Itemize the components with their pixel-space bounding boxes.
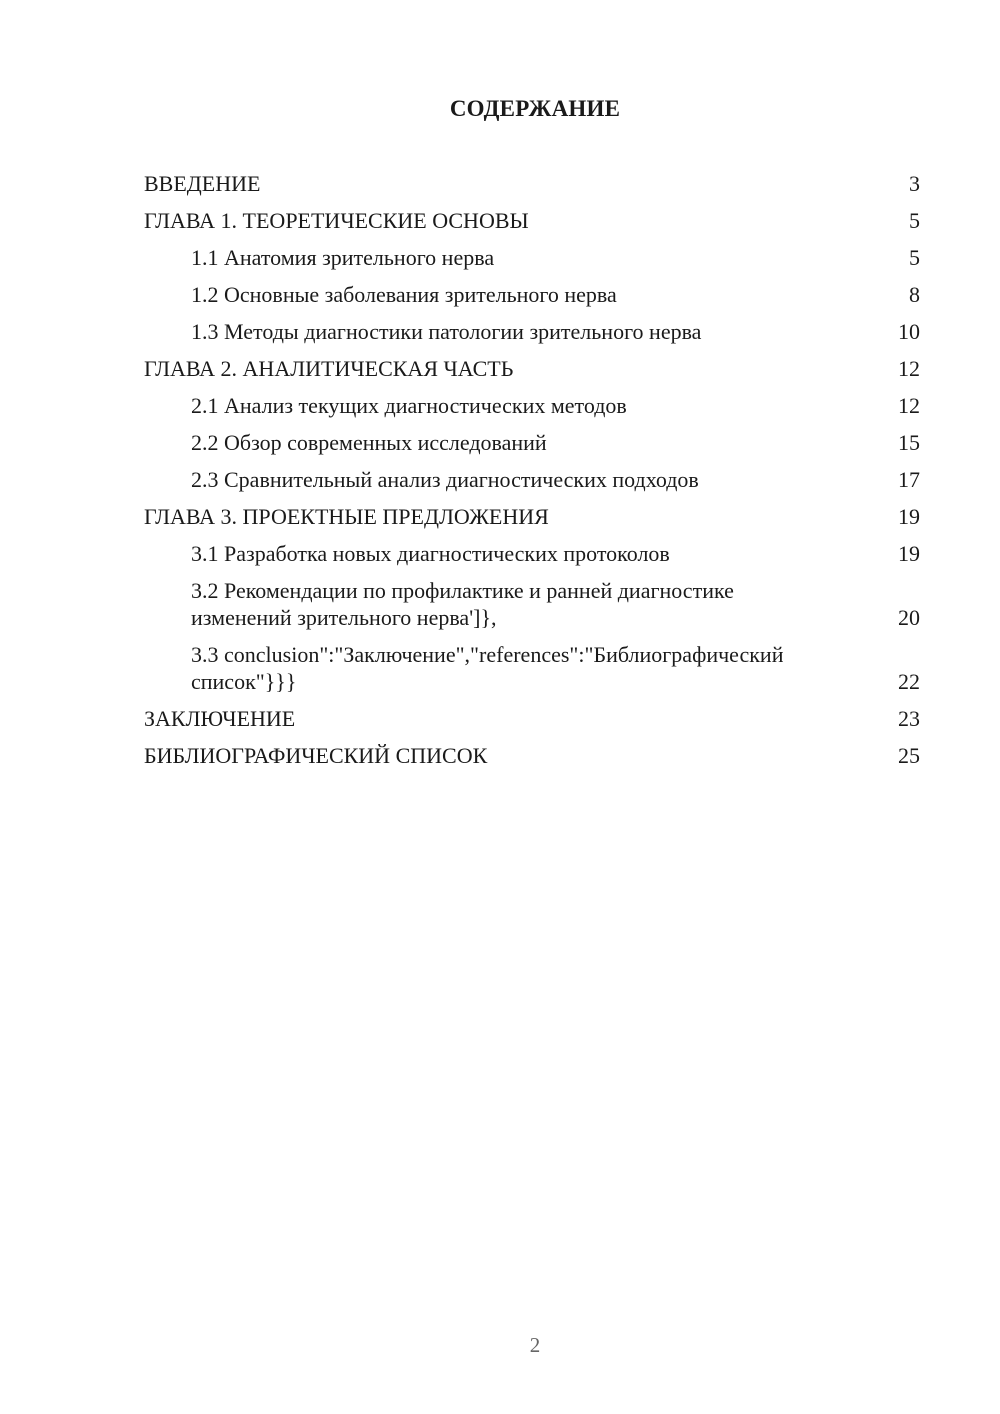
toc-entry-references bbox=[144, 742, 920, 769]
toc-entry-section-3-1 bbox=[144, 540, 920, 567]
toc-entry-chapter-2 bbox=[144, 355, 920, 382]
toc-entry-page: 25 bbox=[898, 743, 920, 768]
toc-entry-page: 19 bbox=[898, 504, 920, 529]
toc-entry-section-3-3 bbox=[144, 641, 920, 695]
toc-entry-label: 2.1 Анализ текущих диагностических методов bbox=[191, 393, 627, 418]
toc-entry-page: 10 bbox=[898, 319, 920, 344]
toc-entry-chapter-3 bbox=[144, 503, 920, 530]
toc-entry-section-2-2 bbox=[144, 429, 920, 456]
toc-entry-label: ГЛАВА 1. ТЕОРЕТИЧЕСКИЕ ОСНОВЫ bbox=[144, 208, 529, 233]
toc-entry-page: 20 bbox=[898, 605, 920, 630]
toc-entry-section-2-1 bbox=[144, 392, 920, 419]
toc-entry-page: 8 bbox=[909, 282, 920, 307]
toc-entry-label: ГЛАВА 2. АНАЛИТИЧЕСКАЯ ЧАСТЬ bbox=[144, 356, 514, 381]
toc-entry-section-3-2 bbox=[144, 577, 920, 631]
toc-entry-conclusion bbox=[144, 705, 920, 732]
toc-entry-label: 1.1 Анатомия зрительного нерва bbox=[191, 245, 495, 270]
toc-entry-label: 2.2 Обзор современных исследований bbox=[191, 430, 547, 455]
toc-entry-page: 23 bbox=[898, 706, 920, 731]
toc-entry-page: 19 bbox=[898, 541, 920, 566]
toc-entry-page: 15 bbox=[898, 430, 920, 455]
toc-entry-page: 12 bbox=[898, 356, 920, 381]
toc-entry-label: 3.1 Разработка новых диагностических протоколов bbox=[191, 541, 670, 566]
toc-entry-label: 1.3 Методы диагностики патологии зрительного нерва bbox=[191, 319, 702, 344]
toc-entry-label: 1.2 Основные заболевания зрительного нерва bbox=[191, 282, 617, 307]
toc-entry-page: 22 bbox=[898, 669, 920, 694]
page-number: 2 bbox=[529, 1333, 541, 1357]
toc-entry-page: 12 bbox=[898, 393, 920, 418]
toc-entry-section-1-2 bbox=[144, 281, 920, 308]
toc-entry-label: 3.2 Рекомендации по профилактике и ранней диагностике изменений зрительного нерва']}, bbox=[191, 578, 734, 630]
toc-entry-section-2-3 bbox=[144, 466, 920, 493]
toc-entry-label: ГЛАВА 3. ПРОЕКТНЫЕ ПРЕДЛОЖЕНИЯ bbox=[144, 504, 549, 529]
toc-entry-page: 17 bbox=[898, 467, 920, 492]
toc-entry-label: 3.3 conclusion":"Заключение","references":"Библиографический список"}}} bbox=[191, 642, 784, 694]
toc-entry-label: БИБЛИОГРАФИЧЕСКИЙ СПИСОК bbox=[144, 743, 488, 768]
toc-entry-page: 3 bbox=[909, 171, 920, 196]
toc-entry-label: ЗАКЛЮЧЕНИЕ bbox=[144, 706, 296, 731]
toc-entry-page: 5 bbox=[909, 245, 920, 270]
table-of-contents bbox=[144, 170, 920, 779]
toc-entry-label: 2.3 Сравнительный анализ диагностических подходов bbox=[191, 467, 699, 492]
toc-entry-introduction bbox=[144, 170, 920, 197]
toc-entry-section-1-1 bbox=[144, 244, 920, 271]
toc-entry-section-1-3 bbox=[144, 318, 920, 345]
toc-entry-label: ВВЕДЕНИЕ bbox=[144, 171, 261, 196]
toc-entry-page: 5 bbox=[909, 208, 920, 233]
toc-entry-chapter-1 bbox=[144, 207, 920, 234]
page-title: СОДЕРЖАНИЕ bbox=[449, 96, 621, 121]
